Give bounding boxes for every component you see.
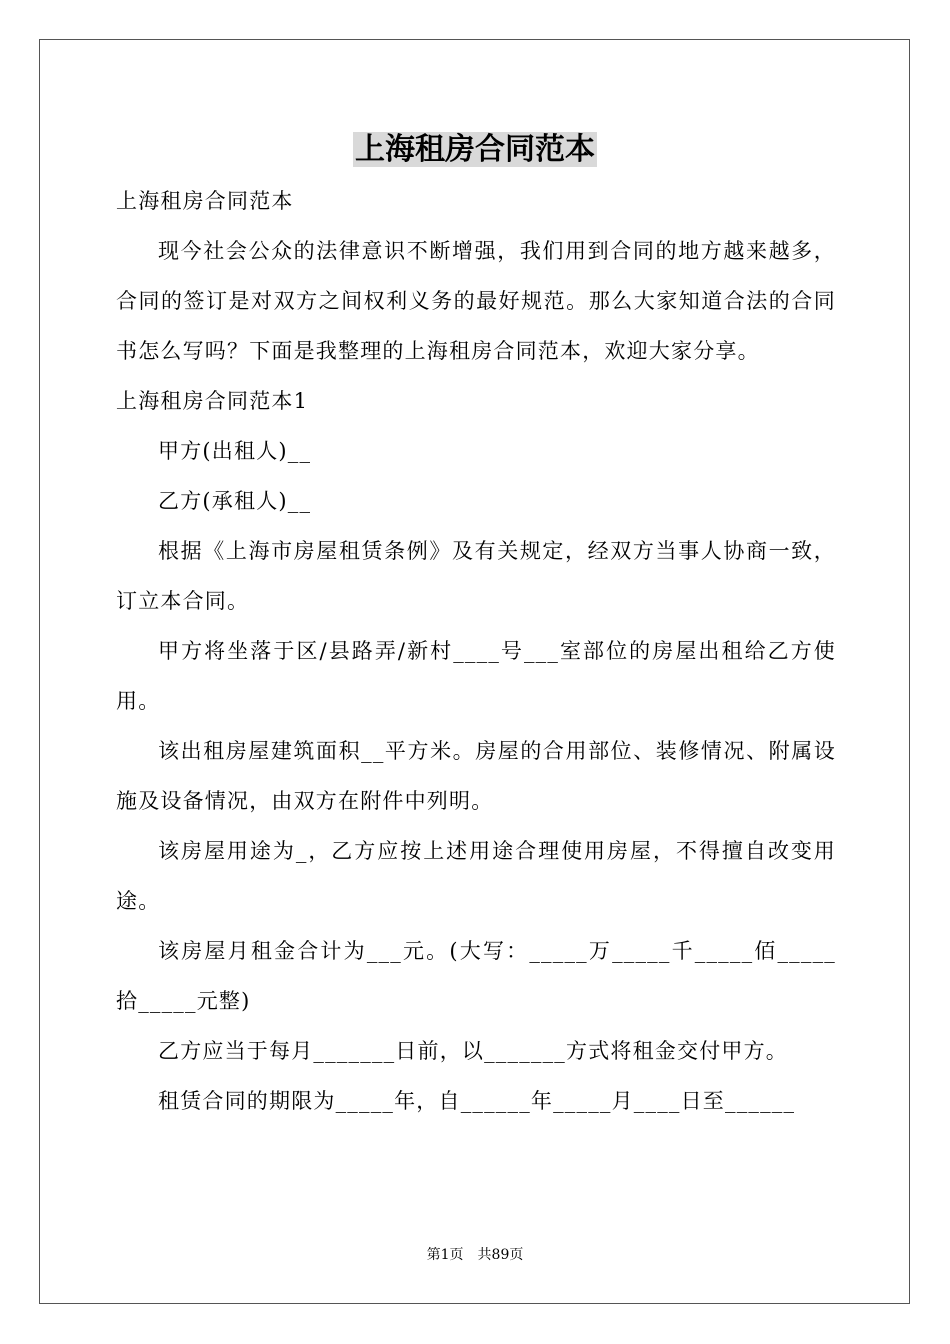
paragraph: 根据《上海市房屋租赁条例》及有关规定，经双方当事人协商一致，订立本合同。 bbox=[116, 539, 836, 613]
paragraph: 该出租房屋建筑面积__平方米。房屋的合用部位、装修情况、附属设施及设备情况，由双方在附件中列明。 bbox=[116, 739, 836, 813]
document-title-text: 上海租房合同范本 bbox=[355, 132, 595, 167]
paragraph: 甲方将坐落于区/县路弄/新村____号___室部位的房屋出租给乙方使用。 bbox=[116, 639, 836, 713]
paragraph: 甲方(出租人)__ bbox=[158, 439, 312, 463]
paragraph: 乙方应当于每月_______日前，以_______方式将租金交付甲方。 bbox=[158, 1039, 788, 1063]
paragraph: 该房屋月租金合计为___元。(大写：_____万_____千_____佰_____拾_____元整) bbox=[116, 939, 836, 1013]
page-footer: 第1页 共89页 bbox=[426, 1247, 524, 1263]
document-body bbox=[116, 176, 836, 1126]
paragraph: 上海租房合同范本 bbox=[116, 189, 294, 213]
paragraph: 上海租房合同范本1 bbox=[116, 389, 309, 413]
paragraph: 租赁合同的期限为_____年，自______年_____月____日至______ bbox=[158, 1089, 796, 1113]
paragraph: 乙方(承租人)__ bbox=[158, 489, 312, 513]
paragraph: 该房屋用途为_，乙方应按上述用途合理使用房屋，不得擅自改变用途。 bbox=[116, 839, 836, 913]
paragraph: 现今社会公众的法律意识不断增强，我们用到合同的地方越来越多，合同的签订是对双方之间权利义务的最好规范。那么大家知道合法的合同书怎么写吗？下面是我整理的上海租房合同范本，欢迎大家分享。 bbox=[116, 239, 836, 363]
document-title bbox=[0, 128, 950, 172]
